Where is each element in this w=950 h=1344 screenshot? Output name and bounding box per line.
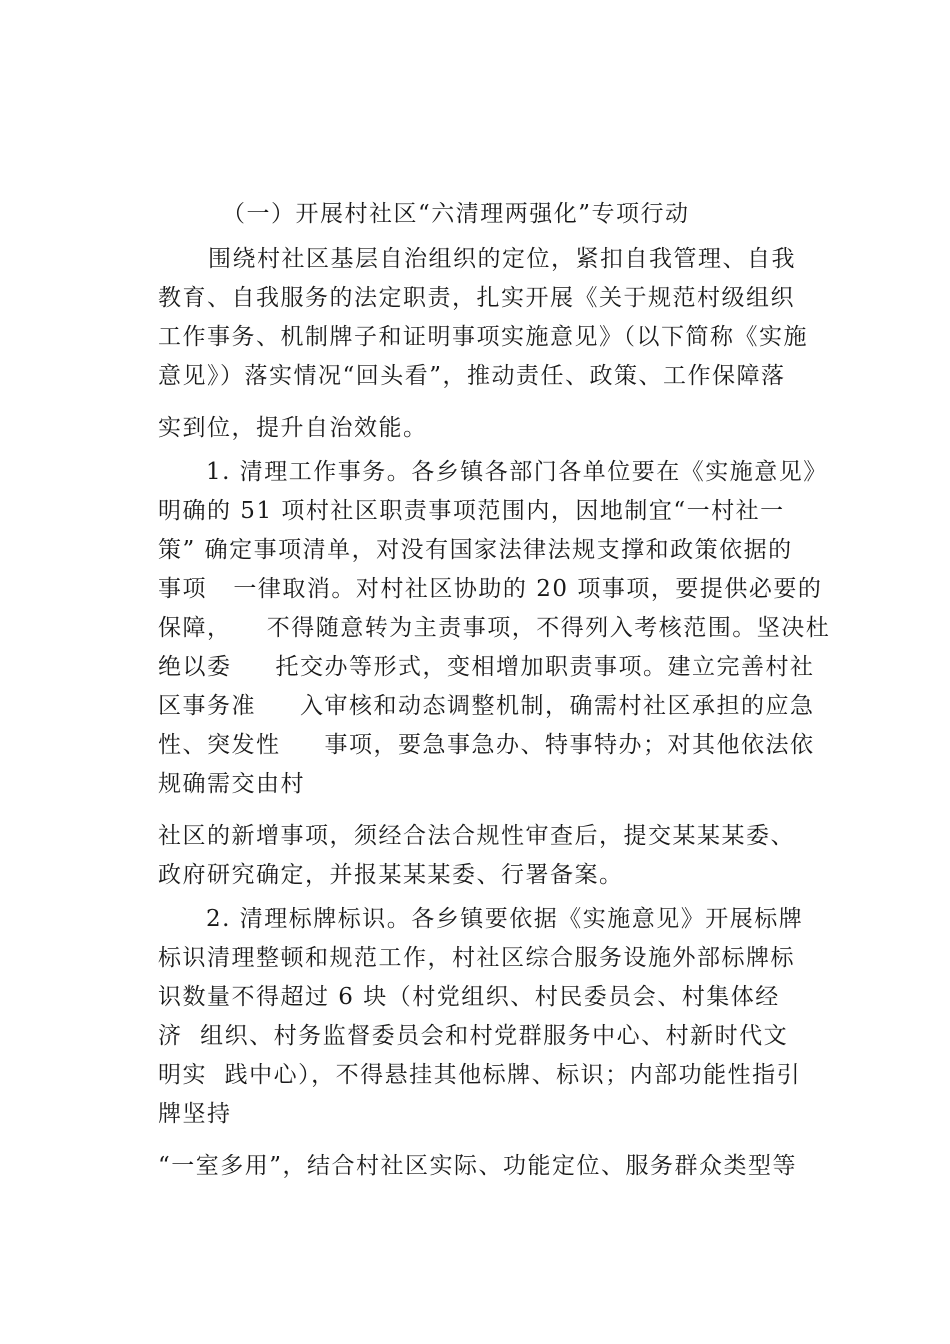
paragraph-line: 政府研究确定，并报某某某委、行署备案。 bbox=[158, 862, 624, 888]
paragraph-line: 济 组织、村务监督委员会和村党群服务中心、村新时代文 bbox=[158, 1023, 789, 1049]
paragraph-line: 区事务准 入审核和动态调整机制，确需村社区承担的应急 bbox=[158, 693, 815, 719]
section-heading: （一）开展村社区“六清理两强化”专项行动 bbox=[222, 201, 690, 227]
paragraph-line: 绝以委 托交办等形式，变相增加职责事项。建立完善村社 bbox=[158, 654, 815, 680]
paragraph-line: 识数量不得超过 6 块（村党组织、村民委员会、村集体经 bbox=[158, 984, 780, 1010]
paragraph-line: 明确的 51 项村社区职责事项范围内，因地制宜“一村社一 bbox=[158, 498, 785, 524]
paragraph-line: 围绕村社区基层自治组织的定位，紧扣自我管理、自我 bbox=[208, 246, 796, 272]
paragraph-line: 事项 一律取消。对村社区协助的 20 项事项，要提供必要的 bbox=[158, 576, 823, 602]
paragraph-line: 意见》）落实情况“回头看”，推动责任、政策、工作保障落 bbox=[158, 363, 786, 389]
paragraph-line: 2. 清理标牌标识。各乡镇要依据《实施意见》开展标牌 bbox=[206, 906, 804, 932]
paragraph-line: 牌坚持 bbox=[158, 1101, 232, 1127]
paragraph-line: 策” 确定事项清单，对没有国家法律法规支撑和政策依据的 bbox=[158, 537, 793, 563]
paragraph-line: “一室多用”，结合村社区实际、功能定位、服务群众类型等 bbox=[158, 1153, 798, 1179]
paragraph-line: 规确需交由村 bbox=[158, 771, 305, 797]
paragraph-line: 性、突发性 事项，要急事急办、特事特办；对其他依法依 bbox=[158, 732, 815, 758]
paragraph-line: 实到位，提升自治效能。 bbox=[158, 415, 428, 441]
paragraph-line: 工作事务、机制牌子和证明事项实施意见》（以下简称《实施 bbox=[158, 324, 808, 350]
paragraph-line: 1. 清理工作事务。各乡镇各部门各单位要在《实施意见》 bbox=[206, 459, 828, 485]
paragraph-line: 明实 践中心），不得悬挂其他标牌、标识；内部功能性指引 bbox=[158, 1062, 802, 1088]
paragraph-line: 标识清理整顿和规范工作，村社区综合服务设施外部标牌标 bbox=[158, 945, 795, 971]
paragraph-line: 社区的新增事项，须经合法合规性审查后，提交某某某委、 bbox=[158, 823, 795, 849]
paragraph-line: 保障， 不得随意转为主责事项，不得列入考核范围。坚决杜 bbox=[158, 615, 831, 641]
paragraph-line: 教育、自我服务的法定职责，扎实开展《关于规范村级组织 bbox=[158, 285, 795, 311]
